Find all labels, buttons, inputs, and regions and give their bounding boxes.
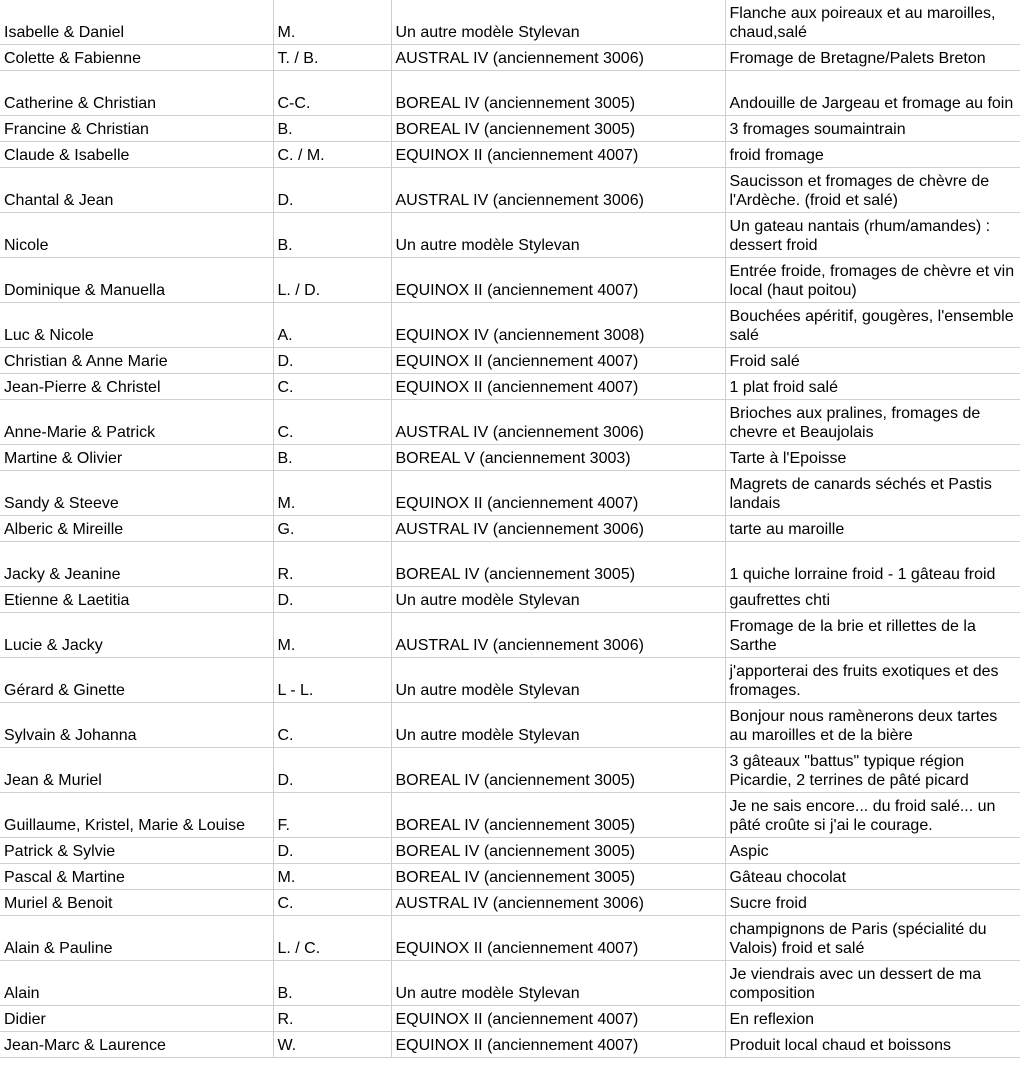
comment-cell[interactable]: Entrée froide, fromages de chèvre et vin local (haut poitou)	[725, 258, 1020, 303]
table-row	[0, 471, 1020, 516]
table-row	[0, 116, 1020, 142]
comment-cell[interactable]: 1 quiche lorraine froid - 1 gâteau froid	[725, 542, 1020, 587]
model-cell[interactable]: AUSTRAL IV (anciennement 3006)	[391, 890, 725, 916]
table-row	[0, 703, 1020, 748]
model-cell[interactable]: EQUINOX II (anciennement 4007)	[391, 471, 725, 516]
comment-cell[interactable]: Flanche aux poireaux et au maroilles, chaud,salé	[725, 0, 1020, 45]
names-cell[interactable]: Lucie & Jacky	[0, 613, 273, 658]
initial-cell[interactable]: D.	[273, 838, 391, 864]
comment-cell[interactable]: Froid salé	[725, 348, 1020, 374]
comment-cell[interactable]: Fromage de Bretagne/Palets Breton	[725, 45, 1020, 71]
comment-cell[interactable]: j'apporterai des fruits exotiques et des fromages.	[725, 658, 1020, 703]
initial-cell[interactable]: M.	[273, 613, 391, 658]
names-cell[interactable]: Didier	[0, 1006, 273, 1032]
table-row	[0, 916, 1020, 961]
names-cell[interactable]: Jean-Pierre & Christel	[0, 374, 273, 400]
model-cell[interactable]: Un autre modèle Stylevan	[391, 0, 725, 45]
comment-cell[interactable]: tarte au maroille	[725, 516, 1020, 542]
names-cell[interactable]: Alberic & Mireille	[0, 516, 273, 542]
model-cell[interactable]: AUSTRAL IV (anciennement 3006)	[391, 168, 725, 213]
initial-cell[interactable]: T. / B.	[273, 45, 391, 71]
names-cell[interactable]: Christian & Anne Marie	[0, 348, 273, 374]
model-cell[interactable]: AUSTRAL IV (anciennement 3006)	[391, 613, 725, 658]
table-row	[0, 374, 1020, 400]
model-cell[interactable]: BOREAL IV (anciennement 3005)	[391, 116, 725, 142]
comment-cell[interactable]: Produit local chaud et boissons	[725, 1032, 1020, 1058]
names-cell[interactable]: Dominique & Manuella	[0, 258, 273, 303]
initial-cell[interactable]: D.	[273, 587, 391, 613]
model-cell[interactable]: EQUINOX II (anciennement 4007)	[391, 374, 725, 400]
model-cell[interactable]: Un autre modèle Stylevan	[391, 658, 725, 703]
names-cell[interactable]: Gérard & Ginette	[0, 658, 273, 703]
model-cell[interactable]: BOREAL IV (anciennement 3005)	[391, 748, 725, 793]
names-cell[interactable]: Patrick & Sylvie	[0, 838, 273, 864]
table-row	[0, 45, 1020, 71]
comment-cell[interactable]: Gâteau chocolat	[725, 864, 1020, 890]
table-row	[0, 658, 1020, 703]
names-cell[interactable]: Luc & Nicole	[0, 303, 273, 348]
names-cell[interactable]: Claude & Isabelle	[0, 142, 273, 168]
model-cell[interactable]: EQUINOX IV (anciennement 3008)	[391, 303, 725, 348]
model-cell[interactable]: BOREAL IV (anciennement 3005)	[391, 542, 725, 587]
model-cell[interactable]: EQUINOX II (anciennement 4007)	[391, 348, 725, 374]
names-cell[interactable]: Alain	[0, 961, 273, 1006]
table-row	[0, 303, 1020, 348]
names-cell[interactable]: Jacky & Jeanine	[0, 542, 273, 587]
names-cell[interactable]: Jean-Marc & Laurence	[0, 1032, 273, 1058]
table-row	[0, 445, 1020, 471]
comment-cell[interactable]: Un gateau nantais (rhum/amandes) : dessert froid	[725, 213, 1020, 258]
comment-cell[interactable]: Bouchées apéritif, gougères, l'ensemble salé	[725, 303, 1020, 348]
names-cell[interactable]: Sylvain & Johanna	[0, 703, 273, 748]
comment-cell[interactable]: Tarte à l'Epoisse	[725, 445, 1020, 471]
comment-cell[interactable]: Bonjour nous ramènerons deux tartes au maroilles et de la bière	[725, 703, 1020, 748]
comment-cell[interactable]: Je viendrais avec un dessert de ma composition	[725, 961, 1020, 1006]
model-cell[interactable]: Un autre modèle Stylevan	[391, 703, 725, 748]
table-row	[0, 542, 1020, 587]
model-cell[interactable]: BOREAL IV (anciennement 3005)	[391, 838, 725, 864]
comment-cell[interactable]: 3 gâteaux "battus" typique région Picardie, 2 terrines de pâté picard	[725, 748, 1020, 793]
table-row	[0, 838, 1020, 864]
initial-cell[interactable]: R.	[273, 542, 391, 587]
table-row	[0, 890, 1020, 916]
comment-cell[interactable]: En reflexion	[725, 1006, 1020, 1032]
comment-cell[interactable]: 1 plat froid salé	[725, 374, 1020, 400]
model-cell[interactable]: EQUINOX II (anciennement 4007)	[391, 1032, 725, 1058]
model-cell[interactable]: EQUINOX II (anciennement 4007)	[391, 1006, 725, 1032]
model-cell[interactable]: BOREAL V (anciennement 3003)	[391, 445, 725, 471]
initial-cell[interactable]: L. / D.	[273, 258, 391, 303]
comment-cell[interactable]: Sucre froid	[725, 890, 1020, 916]
names-cell[interactable]: Sandy & Steeve	[0, 471, 273, 516]
names-cell[interactable]: Guillaume, Kristel, Marie & Louise	[0, 793, 273, 838]
initial-cell[interactable]: D.	[273, 348, 391, 374]
initial-cell[interactable]: C.	[273, 890, 391, 916]
names-cell[interactable]: Pascal & Martine	[0, 864, 273, 890]
initial-cell[interactable]: B.	[273, 961, 391, 1006]
initial-cell[interactable]: M.	[273, 864, 391, 890]
comment-cell[interactable]: Je ne sais encore... du froid salé... un pâté croûte si j'ai le courage.	[725, 793, 1020, 838]
initial-cell[interactable]: L. / C.	[273, 916, 391, 961]
names-cell[interactable]: Etienne & Laetitia	[0, 587, 273, 613]
table-row	[0, 587, 1020, 613]
table-row	[0, 400, 1020, 445]
initial-cell[interactable]: C-C.	[273, 71, 391, 116]
names-cell[interactable]: Isabelle & Daniel	[0, 0, 273, 45]
initial-cell[interactable]: C.	[273, 703, 391, 748]
names-cell[interactable]: Catherine & Christian	[0, 71, 273, 116]
table-row	[0, 793, 1020, 838]
table-row	[0, 864, 1020, 890]
comment-cell[interactable]: Magrets de canards séchés et Pastis landais	[725, 471, 1020, 516]
initial-cell[interactable]: C. / M.	[273, 142, 391, 168]
comment-cell[interactable]: champignons de Paris (spécialité du Valois) froid et salé	[725, 916, 1020, 961]
table-row	[0, 961, 1020, 1006]
initial-cell[interactable]: F.	[273, 793, 391, 838]
initial-cell[interactable]: M.	[273, 471, 391, 516]
initial-cell[interactable]: B.	[273, 445, 391, 471]
model-cell[interactable]: EQUINOX II (anciennement 4007)	[391, 916, 725, 961]
initial-cell[interactable]: M.	[273, 0, 391, 45]
comment-cell[interactable]: Brioches aux pralines, fromages de chevre et Beaujolais	[725, 400, 1020, 445]
initial-cell[interactable]: B.	[273, 213, 391, 258]
table-row	[0, 748, 1020, 793]
comment-cell[interactable]: Aspic	[725, 838, 1020, 864]
comment-cell[interactable]: 3 fromages soumaintrain	[725, 116, 1020, 142]
model-cell[interactable]: Un autre modèle Stylevan	[391, 213, 725, 258]
model-cell[interactable]: BOREAL IV (anciennement 3005)	[391, 71, 725, 116]
model-cell[interactable]: BOREAL IV (anciennement 3005)	[391, 793, 725, 838]
names-cell[interactable]: Colette & Fabienne	[0, 45, 273, 71]
table-row	[0, 613, 1020, 658]
initial-cell[interactable]: G.	[273, 516, 391, 542]
model-cell[interactable]: AUSTRAL IV (anciennement 3006)	[391, 45, 725, 71]
table-row	[0, 0, 1020, 45]
initial-cell[interactable]: R.	[273, 1006, 391, 1032]
initial-cell[interactable]: D.	[273, 168, 391, 213]
initial-cell[interactable]: W.	[273, 1032, 391, 1058]
names-cell[interactable]: Nicole	[0, 213, 273, 258]
initial-cell[interactable]: A.	[273, 303, 391, 348]
table-row	[0, 142, 1020, 168]
initial-cell[interactable]: C.	[273, 374, 391, 400]
table-row	[0, 258, 1020, 303]
model-cell[interactable]: Un autre modèle Stylevan	[391, 961, 725, 1006]
comment-cell[interactable]: gaufrettes chti	[725, 587, 1020, 613]
model-cell[interactable]: BOREAL IV (anciennement 3005)	[391, 864, 725, 890]
names-cell[interactable]: Chantal & Jean	[0, 168, 273, 213]
initial-cell[interactable]: C.	[273, 400, 391, 445]
model-cell[interactable]: EQUINOX II (anciennement 4007)	[391, 258, 725, 303]
comment-cell[interactable]: Saucisson et fromages de chèvre de l'Ardèche. (froid et salé)	[725, 168, 1020, 213]
table-row	[0, 1032, 1020, 1058]
model-cell[interactable]: Un autre modèle Stylevan	[391, 587, 725, 613]
initial-cell[interactable]: B.	[273, 116, 391, 142]
table-row	[0, 213, 1020, 258]
names-cell[interactable]: Jean & Muriel	[0, 748, 273, 793]
names-cell[interactable]: Muriel & Benoit	[0, 890, 273, 916]
initial-cell[interactable]: D.	[273, 748, 391, 793]
table-row	[0, 168, 1020, 213]
table-row	[0, 71, 1020, 116]
names-cell[interactable]: Anne-Marie & Patrick	[0, 400, 273, 445]
table-row	[0, 348, 1020, 374]
names-cell[interactable]: Alain & Pauline	[0, 916, 273, 961]
names-cell[interactable]: Francine & Christian	[0, 116, 273, 142]
comment-cell[interactable]: Fromage de la brie et rillettes de la Sarthe	[725, 613, 1020, 658]
table-row	[0, 516, 1020, 542]
comment-cell[interactable]: Andouille de Jargeau et fromage au foin	[725, 71, 1020, 116]
model-cell[interactable]: AUSTRAL IV (anciennement 3006)	[391, 516, 725, 542]
names-cell[interactable]: Martine & Olivier	[0, 445, 273, 471]
table-row	[0, 1006, 1020, 1032]
model-cell[interactable]: AUSTRAL IV (anciennement 3006)	[391, 400, 725, 445]
comment-cell[interactable]: froid fromage	[725, 142, 1020, 168]
model-cell[interactable]: EQUINOX II (anciennement 4007)	[391, 142, 725, 168]
initial-cell[interactable]: L - L.	[273, 658, 391, 703]
